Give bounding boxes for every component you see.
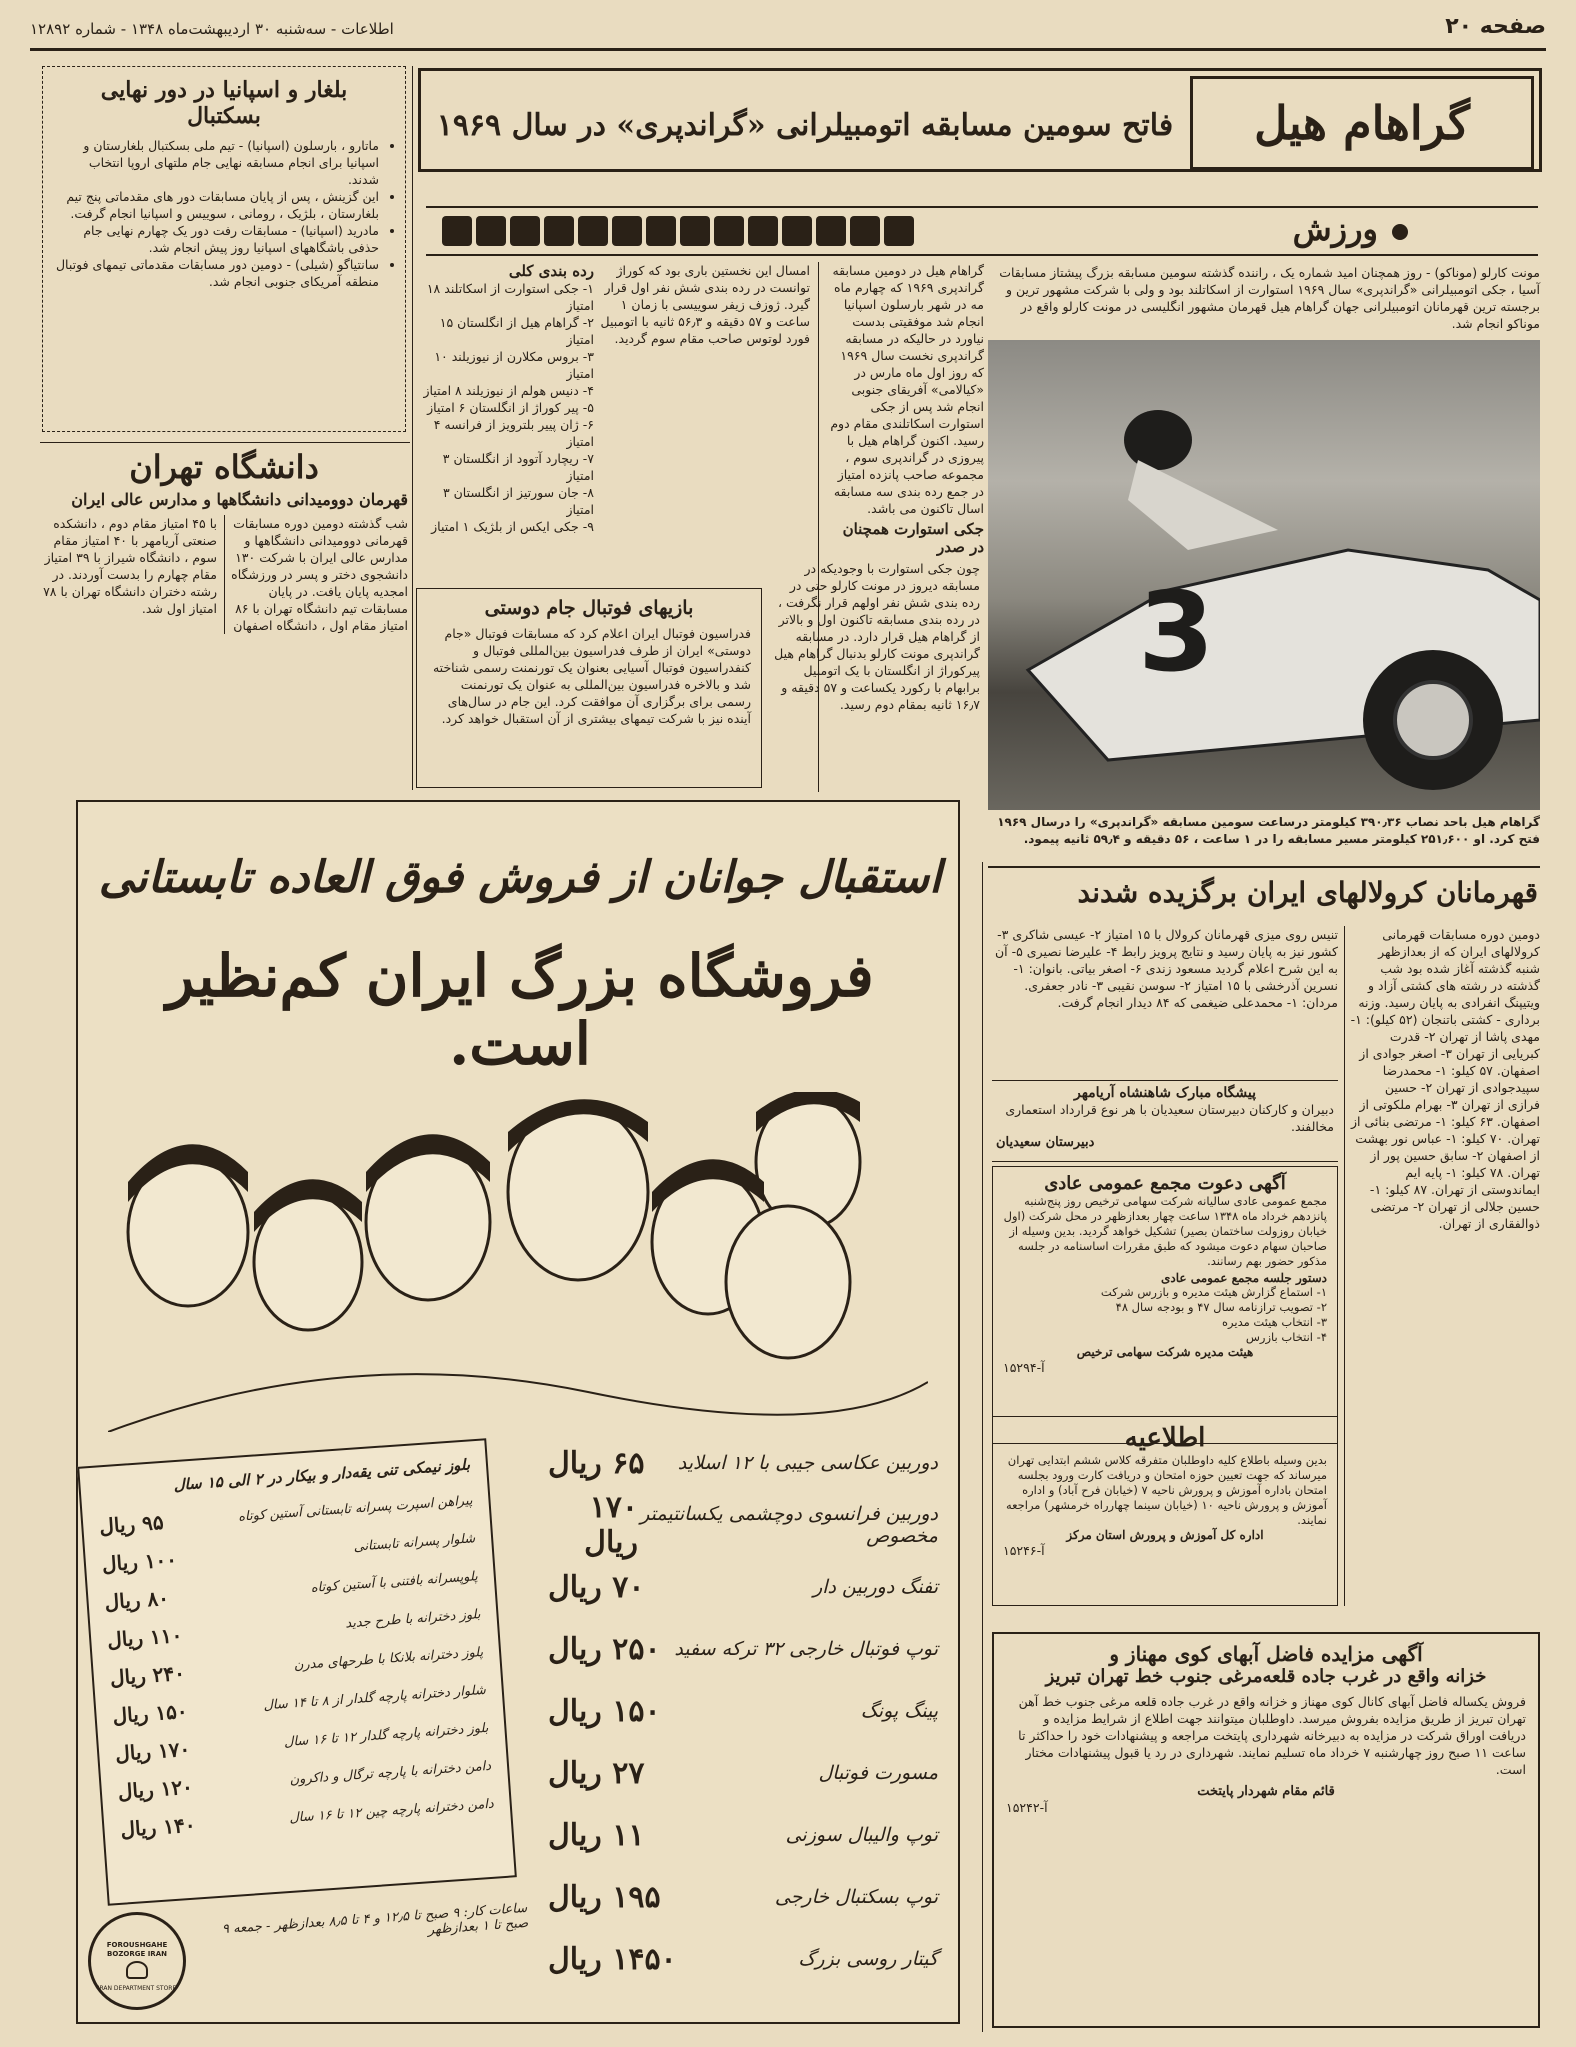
friendship-cup-box xyxy=(416,588,762,788)
product-name: دامن دخترانه با پارچه ترگال و داکرون xyxy=(289,1758,492,1788)
youth-illustration xyxy=(108,1092,928,1432)
page-number: صفحه ۲۰ xyxy=(1445,14,1546,39)
notice-box xyxy=(992,1416,1338,1606)
product-name: تفنگ دوربین دار xyxy=(813,1576,938,1598)
auction-title-1: آگهی مزایده فاضل آبهای کوی مهناز و xyxy=(1109,1642,1423,1666)
auction-code: آ-۱۵۲۴۲ xyxy=(1006,1800,1048,1815)
congrats-title: پیشگاه مبارک شاهنشاه آریامهر xyxy=(1073,1085,1257,1101)
column-rule xyxy=(982,862,983,2032)
trophy-icon xyxy=(578,216,608,246)
notice-code: آ-۱۵۲۴۶ xyxy=(1003,1543,1045,1558)
corolla-headline: قهرمانان کرولالهای ایران برگزیده شدند xyxy=(1077,876,1538,909)
product-name: دوربین فرانسوی دوچشمی یکسانتیمتر مخصوص xyxy=(640,1503,938,1547)
price-list xyxy=(548,1432,938,1990)
race-car-illustration xyxy=(988,340,1540,810)
agenda-item: ۲- تصویب ترازنامه سال ۴۷ و بودجه سال ۴۸ xyxy=(1115,1300,1327,1314)
department-store-ad xyxy=(76,800,960,2024)
product-name: گیتار روسی بزرگ xyxy=(798,1948,938,1970)
logo-emblem-icon xyxy=(126,1961,148,1979)
product-name: پلوز دخترانه بلانکا با طرحهای مدرن xyxy=(293,1644,484,1673)
product-name: دوربین عکاسی جیبی با ۱۲ اسلاید xyxy=(677,1452,938,1474)
list-item: • ماتارو ، بارسلون (اسپانیا) - تیم ملی بسکتبال بلغارستان و اسپانیا برای انجام مسابقه نهایی جام ملتهای اروپا انتخاب شدند. xyxy=(55,137,379,188)
column-rule xyxy=(1344,926,1345,1606)
basketball-box xyxy=(42,66,406,432)
clothing-card xyxy=(77,1438,517,1906)
product-price: ۱۷۰ ریال xyxy=(114,1736,191,1766)
standings-row: ۵- پیر کوراژ از انگلستان ۶ امتیاز xyxy=(427,400,594,415)
masthead-rule xyxy=(30,48,1546,51)
product-price: ۱۷۰ ریال xyxy=(584,1490,638,1560)
product-price: ۸۰ ریال xyxy=(103,1585,170,1615)
product-price: ۱۵۰ ریال xyxy=(111,1698,189,1728)
tehran-university-body: شب گذشته دومین دوره مسابقات قهرمانی دوومیدانی دانشگاهها و مدارس عالی ایران با شرکت ۱۳۰ دانشجوی دختر و پسر در ورزشگاه امجدیه پایان یافت. در پایان مسابقات تیم دانشگاه تهران با ۸۶ امتیاز مقام اول ، دانشگاه اصفهان با ۴۵ امتیاز مقام دوم ، دانشکده صنعتی آریامهر با ۴۰ امتیاز مقام سوم ، دانشگاه شیراز با ۳۹ امتیاز مقام چهارم را بدست آوردند. در رشته دختران دانشگاه تهران با ۷۸ امتیاز اول شد. xyxy=(43,516,408,633)
price-row xyxy=(548,1618,938,1680)
product-name: شلوار دخترانه پارچه گلدار از ۸ تا ۱۴ سال xyxy=(262,1682,487,1713)
friendship-cup-body: فدراسیون فوتبال ایران اعلام کرد که مسابقات فوتبال «جام دوستی» ایران از طرف فدراسیون بین‌المللی فوتبال و کنفدراسیون فوتبال آسیایی بعنوان یک تورنمنت رسمی شناخته شد و بالاخره فدراسیون بین‌المللی به عنوان یک تورنمنت رسمی برای برگزاری آن موافقت کرد. این جام در سال‌های آینده نیز با شرکت تیمهای بیشتری از آن استقبال خواهد کرد. xyxy=(432,626,751,726)
cycling-icon xyxy=(442,216,472,246)
list-item: • مادرید (اسپانیا) - مسابقات رفت دور یک چهارم نهایی جام حذفی باشگاههای اسپانیا روز پیش انجام شد. xyxy=(55,222,379,256)
basketball-title-2: بسکتبال xyxy=(187,103,261,129)
product-price: ۲۵۰ ریال xyxy=(548,1631,661,1667)
car-number: 3 xyxy=(1138,568,1215,696)
product-price: ۱۴۰ ریال xyxy=(119,1812,197,1842)
notice-signature: اداره کل آموزش و پرورش استان مرکز xyxy=(1066,1528,1264,1542)
standings-row: ۶- ژان پییر بلترویز از فرانسه ۴ امتیاز xyxy=(433,417,594,449)
ad-headline-2: فروشگاه بزرگ ایران کم‌نظیر است. xyxy=(166,942,874,1078)
headline-subtitle: فاتح سومین مسابقه اتومبیلرانی «گراندپری» در سال ۱۹۶۹ xyxy=(436,108,1174,143)
product-price: ۹۵ ریال xyxy=(98,1509,165,1539)
wrestling-icon xyxy=(782,216,812,246)
column-rule xyxy=(412,66,413,790)
congrats-box xyxy=(992,1080,1338,1162)
product-name: مسورت فوتبال xyxy=(818,1762,938,1784)
rule xyxy=(988,866,1540,868)
product-name: بلوز دخترانه با طرح جدید xyxy=(344,1606,481,1631)
price-row xyxy=(548,1556,938,1618)
auction-body: فروش یکساله فاضل آبهای کانال کوی مهناز و خزانه واقع در غرب جاده قلعه مرغی جنوب خط آهن تهران تبریز از طریق مزایده بفروش میرسد. داوطلبان میتوانند جهت اطلاع از شرایط مزایده و دریافت اوراق شرکت در مزایده به دبیرخانه شهرداری پایتخت مراجعه و پیشنهادات خود را حداکثر تا ساعت ۱۱ صبح روز چهارشنبه ۷ خرداد ماه تسلیم نمایند. شهرداری در رد یا قبول پیشنهادات مختار است. xyxy=(1018,1694,1526,1777)
rowing-icon xyxy=(510,216,540,246)
product-price: ۱۰۰ ریال xyxy=(101,1547,178,1577)
date-line: اطلاعات - سه‌شنبه ۳۰ اردیبهشت‌ماه ۱۳۴۸ - شماره ۱۲۸۹۲ xyxy=(30,20,394,38)
headline-name: گراهام هیل xyxy=(1190,76,1534,170)
product-name: دامن دخترانه پارچه چین ۱۲ تا ۱۶ سال xyxy=(288,1796,495,1826)
product-name: پینگ پونگ xyxy=(860,1700,938,1722)
list-item: • این گزینش ، پس از پایان مسابقات دور های مقدماتی پنج تیم بلغارستان ، بلژیک ، رومانی ، سوییس و اسپانیا انجام گرفت. xyxy=(55,188,379,222)
product-price: ۲۴۰ ریال xyxy=(109,1660,186,1691)
sport-section-label: ورزش xyxy=(1292,210,1378,248)
product-price: ۶۵ ریال xyxy=(548,1445,645,1481)
store-logo xyxy=(88,1912,186,2010)
lead-subhead-block xyxy=(824,520,984,560)
hurdles-icon xyxy=(850,216,880,246)
standings-row: ۳- بروس مکلارن از نیوزیلند ۱۰ امتیاز xyxy=(434,349,594,381)
product-name: پلوپسرانه بافتنی با آستین کوتاه xyxy=(310,1568,479,1596)
product-name: پیراهن اسپرت پسرانه تابستانی آستین کوتاه xyxy=(237,1492,473,1525)
product-name: شلوار پسرانه تابستانی xyxy=(353,1530,476,1555)
assembly-title: آگهی دعوت مجمع عمومی عادی xyxy=(1044,1173,1286,1194)
product-price: ۱۱۰ ریال xyxy=(106,1622,184,1653)
assembly-body: مجمع عمومی عادی سالیانه شرکت سهامی ترخیص روز پنج‌شنبه پانزدهم خرداد ماه ۱۳۴۸ ساعت چهار بعدازظهر در محل شرکت (اول خیابان روزولت ساختمان بصیر) تشکیل خواهد گردید. بدین وسیله از صاحبان سهام دعوت میشود که طبق مقررات اساسنامه در جلسه مذکور حضور بهم رسانند. xyxy=(1003,1194,1327,1268)
lead-intro: مونت کارلو (موناکو) - روز همچنان امید شماره یک ، راننده گذشته سومین مسابقه بزرگ پیشتاز مسابقات آسیا ، جکی اتومبیلرانی «گراندپری» سال ۱۹۶۹ استوارت از اسکاتلند بود و ولی با شرکت مشهور ترین و برجسته ترین قهرمانان اتومبیلرانی جهان گراهام هیل قهرمان مشهور انگلیسی در مونت کارلو واقع در موناکو انجام شد. xyxy=(999,265,1540,331)
notice-title: اطلاعیه xyxy=(1124,1423,1206,1453)
corolla-body-right: تنیس روی میزی قهرمانان کرولال با ۱۵ امتیاز ۲- عیسی شاکری ۳- کشور نیز به پایان رسید و نتایج پرویز رابط ۴- علیرضا نصیری ۵- آن به این شرح اعلام گردید مسعود زندی ۶- اصغر بیاتی. بانوان: ۱- نسرین آذرخشی با ۱۵ امتیاز ۲- سوسن نقیبی ۳- نادر جعفری. مردان: ۱- محمدعلی ضیغمی که ۸۴ دیدار انجام گرفت. xyxy=(994,927,1338,1010)
store-logo-text: FOROUSHGAHE BOZORGE IRAN xyxy=(106,1941,168,1958)
product-name: توپ والیبال سوزنی xyxy=(785,1824,938,1846)
product-price: ۱۲۰ ریال xyxy=(117,1774,194,1804)
congrats-body: دبیران و کارکنان دبیرستان سعیدیان با هر نوع قرارداد استعماری مخالفند. xyxy=(1005,1102,1334,1134)
race-car-photo xyxy=(988,340,1540,810)
standings-row: ۹- جکی ایکس از بلژیک ۱ امتیاز xyxy=(431,519,594,534)
price-row xyxy=(548,1680,938,1742)
lead-subhead: جکی استوارت همچنان در صدر xyxy=(842,520,984,556)
standings-title: رده بندی کلی xyxy=(508,262,594,280)
product-name: توپ فوتبال خارجی ۳۲ ترکه سفید xyxy=(674,1638,938,1660)
clothing-card-title: بلوز نیمکی تنی یقه‌دار و بیکار در ۲ الی ۱۵ سال xyxy=(172,1455,471,1495)
fencing-icon xyxy=(816,216,846,246)
price-row xyxy=(548,1742,938,1804)
swimming-icon xyxy=(476,216,506,246)
agenda-item: ۴- انتخاب بازرس xyxy=(1245,1330,1327,1344)
rule xyxy=(40,442,410,443)
standings-row: ۴- دنیس هولم از نیوزیلند ۸ امتیاز xyxy=(423,383,594,398)
product-price: ۲۷ ریال xyxy=(548,1755,645,1791)
standings xyxy=(418,262,594,582)
sport-icons xyxy=(440,216,916,250)
waves-icon xyxy=(884,216,914,246)
lead-column-3: امسال این نخستین باری بود که کوراژ توانست در رده بندی شش نفر اول قرار گیرد. ژوزف زیفر سوییسی با زمان ۱ ساعت و ۵۷ دقیقه و ۵۶٫۳ ثانیه با اتومبیل فورد لوتوس صاحب مقام سوم گردید. xyxy=(600,263,810,346)
lead-column-1: گراهام هیل در دومین مسابقه گراندپری ۱۹۶۹ که چهارم ماه مه در شهر بارسلون اسپانیا انجام شد موفقیتی بدست نیاورد در حالیکه در مسابقه گراندپری نخست سال ۱۹۶۹ که روز اول ماه مارس در «کیالامی» آفریقای جنوبی انجام شد پس از جکی استوارت اسکاتلندی مقام دوم رسید. اکنون گراهام هیل با پیروزی در گراندپری سوم ، مجموعه صاحب پانزده امتیاز در جمع رده بندی سه مسابقه اسال تاکنون می باشد. xyxy=(830,263,984,516)
bottle-icon xyxy=(612,216,642,246)
assembly-notice xyxy=(992,1166,1338,1444)
store-logo-sub: IRAN DEPARTMENT STORE xyxy=(97,1985,177,1992)
agenda-item: ۱- استماع گزارش هیئت مدیره و بازرس شرکت xyxy=(1100,1285,1327,1299)
assembly-agenda-title: دستور جلسه مجمع عمومی عادی xyxy=(1160,1271,1327,1285)
flag-icon xyxy=(748,216,778,246)
basketball-list xyxy=(55,137,393,290)
product-name: بلوز دخترانه پارچه گلدار ۱۲ تا ۱۶ سال xyxy=(283,1720,489,1750)
standings-row: ۱- جکی استوارت از اسکاتلند ۱۸ امتیاز xyxy=(426,281,594,313)
product-price: ۱۴۵۰ ریال xyxy=(548,1941,677,1977)
product-price: ۷۰ ریال xyxy=(548,1569,645,1605)
running-icon xyxy=(646,216,676,246)
tehran-university-title: دانشگاه تهران xyxy=(129,448,319,486)
ad-headline-1: استقبال جوانان از فروش فوق العاده تابستانی xyxy=(98,852,942,903)
agenda-item: ۳- انتخاب هیئت مدیره xyxy=(1222,1315,1327,1329)
photo-caption: گراهام هیل باحد نصاب ۳۹۰٫۳۶ کیلومتر درساعت سومین مسابقه «گراندپری» را درسال ۱۹۶۹ فتح کرد. او ۲۵۱٫۶۰۰ کیلومتر مسیر مسابقه را در ۱ ساعت ، ۵۶ دقیقه و ۵۹٫۴ ثانیه پیمود. xyxy=(997,815,1540,846)
price-row xyxy=(548,1866,938,1928)
standings-row: ۷- ریچارد آتوود از انگلستان ۳ امتیاز xyxy=(442,451,594,483)
standings-row: ۸- جان سورتیز از انگلستان ۳ امتیاز xyxy=(442,485,594,517)
tehran-university-subtitle: قهرمان دوومیدانی دانشگاهها و مدارس عالی ایران xyxy=(71,490,408,509)
friendship-cup-title: بازیهای فوتبال جام دوستی xyxy=(484,597,694,619)
congrats-signature: دبیرستان سعیدیان xyxy=(996,1135,1095,1150)
auction-title-2: خزانه واقع در غرب جاده قلعه‌مرغی جنوب خط تهران تبریز xyxy=(1045,1666,1487,1687)
price-row xyxy=(548,1928,938,1990)
store-hours: ساعات کار: ۹ صبح تا ۱۲٫۵ و ۴ تا ۸٫۵ بعدازظهر - جمعه ۹ صبح تا ۱ بعدازظهر xyxy=(221,1900,529,1938)
price-row xyxy=(548,1490,938,1560)
weightlifting-icon xyxy=(680,216,710,246)
price-row xyxy=(548,1432,938,1494)
product-price: ۱۵۰ ریال xyxy=(548,1693,661,1729)
corolla-body: دومین دوره مسابقات قهرمانی کرولالهای ایران که از بعدازظهر شنبه گذشته آغاز شده بود شب گذشته در رشته های کشتی آزاد و ویتیپنگ انفرادی به پایان رسید. وزنه برداری - کشتی باتنجان (۵۲ کیلو): ۱- مهدی پاشا از تهران ۲- قدرت کبریایی از تهران ۳- اصغر جوادی از اصفهان. ۵۷ کیلو: ۱- محمدرضا سپیدجوادی از تهران ۲- حسین فرازی از تهران ۳- بهرام ملکوتی از اصفهان. ۶۳ کیلو: ۱- مرتضی بنائی از تهران. ۷۰ کیلو: ۱- عباس نور بهشت از اصفهان ۲- سابق حسین پور از تهران. ۷۸ کیلو: ۱- پایه ایم ایماندوستی از تهران. ۸۷ کیلو: ۱- حسین جلالی از تهران ۲- مرتضی ذوالفقاری از تهران. xyxy=(1350,927,1540,1231)
notice-body: بدین وسیله باطلاع کلیه داوطلبان متفرقه کلاس ششم ابتدایی تهران میرساند که جهت تعیین حوزه امتحان و دریافت کارت ورود بجلسه امتحان باداره آموزش و پرورش ناحیه ۷ (خیابان فرح آباد) و اداره آموزش و پرورش ناحیه ۱۰ (خیابان سینما چهارراه خرمشهر) مراجعه نمایند. xyxy=(1005,1453,1327,1527)
product-name: توپ بسکتبال خارجی xyxy=(774,1886,938,1908)
assembly-signature: هیئت مدیره شرکت سهامی ترخیص xyxy=(1076,1345,1254,1359)
tehran-university-article xyxy=(40,448,408,778)
basketball-icon xyxy=(544,216,574,246)
price-row xyxy=(548,1804,938,1866)
standings-row: ۲- گراهام هیل از انگلستان ۱۵ امتیاز xyxy=(439,315,594,347)
assembly-code: آ-۱۵۲۹۴ xyxy=(1003,1360,1045,1375)
auction-notice xyxy=(992,1632,1540,2028)
list-item: • سانتیاگو (شیلی) - دومین دور مسابقات مقدماتی تیمهای فوتبال منطقه آمریکای جنوبی انجام شد. xyxy=(55,256,379,290)
auction-signature: قائم مقام شهردار پایتخت xyxy=(1197,1784,1335,1799)
volleyball-icon xyxy=(714,216,744,246)
basketball-title: بلغار و اسپانیا در دور نهایی xyxy=(100,77,348,103)
product-price: ۱۱ ریال xyxy=(548,1817,645,1853)
product-price: ۱۹۵ ریال xyxy=(548,1879,661,1915)
lead-column-2: چون جکی استوارت با وجودیکه در مسابقه دیروز در مونت کارلو حتی در رده بندی شش نفر اولهم قرار نگرفت ، در رده بندی مسابقه تاکنون اول و بالاتر از گراهام هیل قرار دارد. در مسابقه گراندپری مونت کارلو بدنبال گراهام هیل پیرکوراژ از انگلستان با یک اتومبیل برابهام با رکورد یکساعت و ۵۷ دقیقه و ۱۶٫۷ ثانیه بمقام دوم رسید. xyxy=(774,561,980,712)
